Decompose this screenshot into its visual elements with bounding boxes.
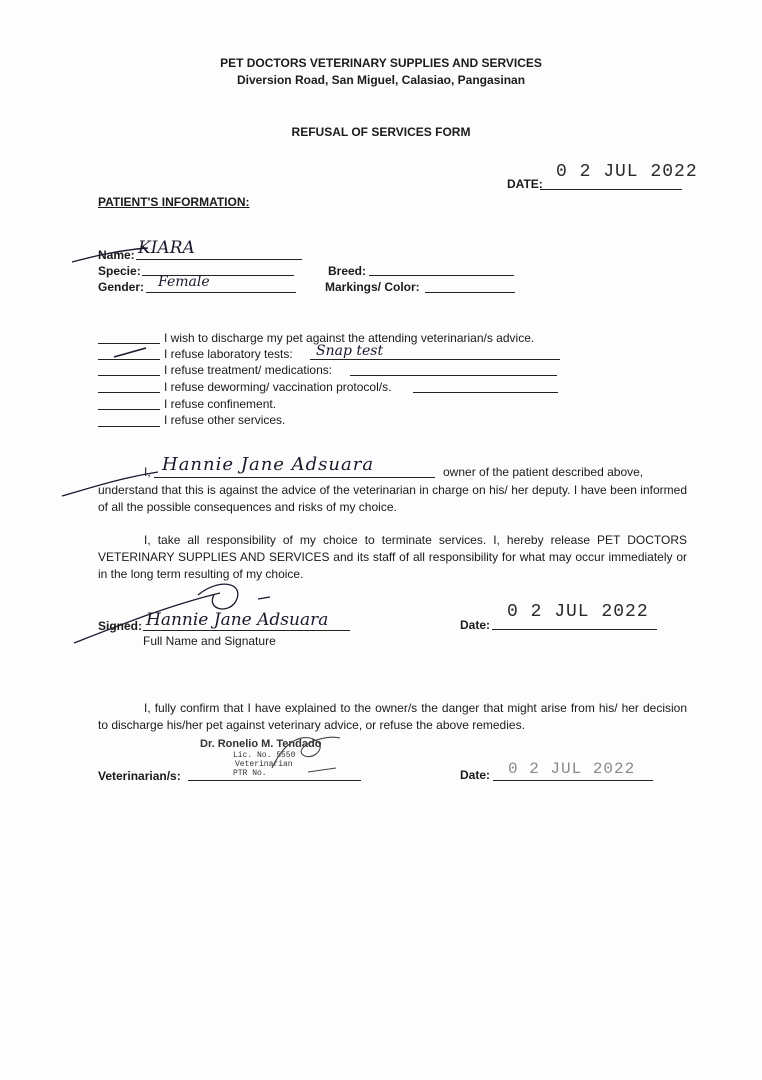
pen-stroke-icon (70, 244, 150, 266)
vet-label: Veterinarian/s: (98, 769, 181, 783)
gender-label: Gender: (98, 280, 145, 294)
signed-caption: Full Name and Signature (143, 634, 276, 648)
vet-stamp-license: Lic. No. 5550 (233, 751, 296, 760)
vet-signature-icon (266, 728, 346, 778)
specie-label: Specie: (98, 264, 141, 278)
signed-line (143, 630, 350, 631)
markings-line (425, 292, 515, 293)
option-label-3: I refuse treatment/ medications: (164, 363, 333, 377)
checkmark-stroke-icon (112, 345, 148, 359)
form-title: REFUSAL OF SERVICES FORM (291, 125, 471, 139)
option-detail-2[interactable]: Snap test (316, 343, 384, 359)
gender-line (146, 292, 296, 293)
option-label-5: I refuse confinement. (164, 397, 277, 411)
vet-line (188, 780, 361, 781)
option-blank-3[interactable] (98, 375, 160, 376)
option-blank-2[interactable] (98, 359, 160, 360)
option-label-1: I wish to discharge my pet against the attending veterinarian/s advice. (164, 331, 535, 345)
breed-label: Breed: (328, 264, 367, 278)
owner-suffix: owner of the patient described above, (443, 465, 644, 479)
date-label: DATE: (507, 177, 543, 191)
owner-date-label: Date: (460, 618, 491, 632)
owner-prefix: I, (144, 465, 151, 479)
option-blank-1[interactable] (98, 343, 160, 344)
company-name: PET DOCTORS VETERINARY SUPPLIES AND SERVICES (220, 56, 542, 70)
statement-paragraph-1: understand that this is against the advice of the veterinarian in charge on his/ her deputy. I have been informed of all the possible consequences and risks of my choice. (98, 483, 687, 514)
company-address: Diversion Road, San Miguel, Calasiao, Pangasinan (236, 73, 526, 87)
owner-date-line (492, 629, 657, 630)
statement-paragraph-2: I, take all responsibility of my choice to terminate services. I, hereby release PET DOCTORS VETERINARY SUPPLIES AND SERVICES and its staff of all responsibility for what may occur immediately or in the long term resulting of my choice. (98, 533, 687, 581)
patient-section-title: PATIENT'S INFORMATION: (98, 195, 250, 209)
name-value[interactable]: KIARA (138, 238, 195, 258)
option-detail-line-2 (310, 359, 560, 360)
vet-confirm-text: I, fully confirm that I have explained to the owner/s the danger that might arise from his/ her decision to discharge his/her pet against veterinary advice, or refuse the above remedies. (98, 701, 687, 732)
markings-label: Markings/ Color: (325, 280, 420, 294)
owner-date-value[interactable]: 0 2 JUL 2022 (507, 602, 649, 622)
option-detail-line-3 (350, 375, 557, 376)
breed-line (369, 275, 514, 276)
signed-label: Signed: (98, 619, 142, 633)
name-label: Name: (98, 248, 135, 262)
option-detail-line-4 (413, 392, 558, 393)
vet-date-label: Date: (460, 768, 491, 782)
option-blank-4[interactable] (98, 392, 160, 393)
option-label-4: I refuse deworming/ vaccination protocol/s. (164, 380, 392, 394)
vet-date-line (493, 780, 653, 781)
gender-value[interactable]: Female (158, 274, 210, 290)
date-value[interactable]: 0 2 JUL 2022 (556, 162, 698, 182)
name-line (136, 259, 302, 260)
vet-stamp-name: Dr. Ronelio M. Tendado (200, 738, 322, 750)
owner-name-handwritten[interactable]: Hannie Jane Adsuara (162, 454, 375, 475)
vet-date-value[interactable]: 0 2 JUL 2022 (508, 760, 636, 778)
option-label-6: I refuse other services. (164, 413, 286, 427)
owner-name-line (154, 477, 435, 478)
date-line (540, 189, 682, 190)
vet-stamp-title: Veterinarian (235, 760, 293, 769)
option-blank-5[interactable] (98, 409, 160, 410)
option-label-2: I refuse laboratory tests: (164, 347, 293, 361)
option-blank-6[interactable] (98, 426, 160, 427)
vet-stamp-ptr: PTR No. (233, 769, 267, 778)
signed-value[interactable]: Hannie Jane Adsuara (146, 610, 329, 630)
